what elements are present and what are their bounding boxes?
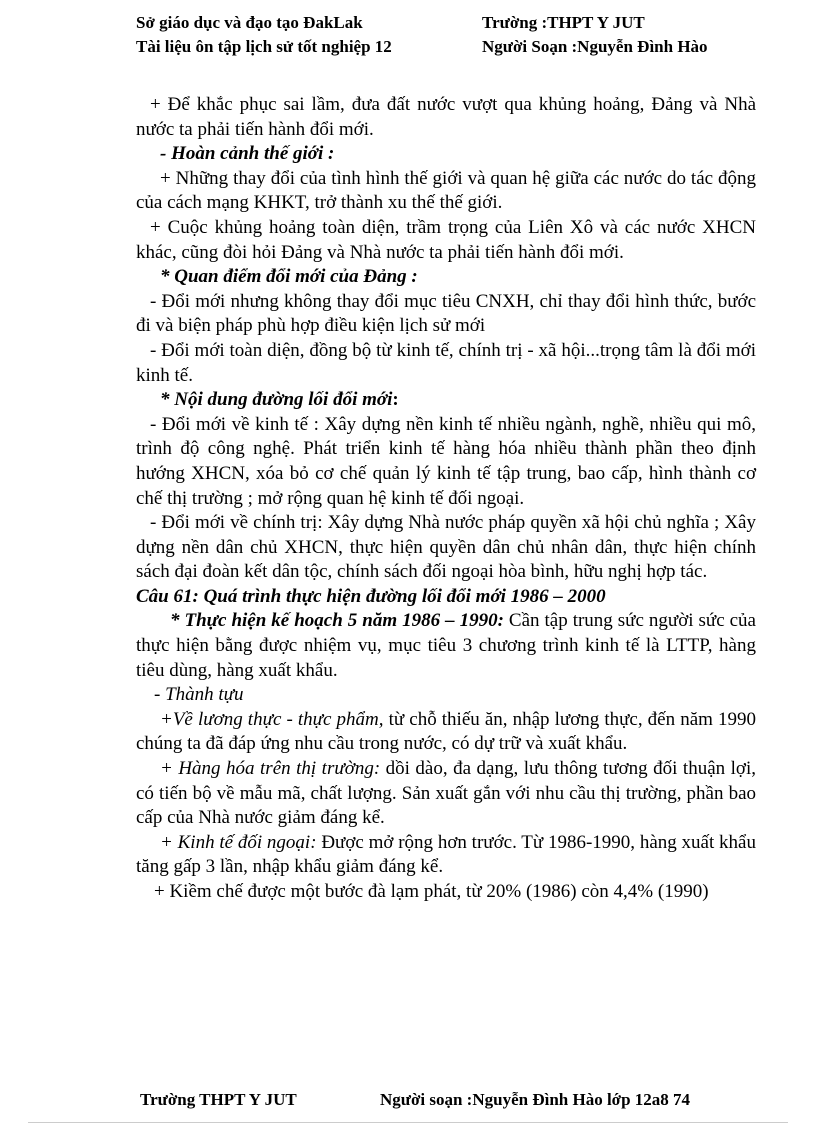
paragraph: + Những thay đổi của tình hình thế giới và quan hệ giữa các nước do tác động của cách mạng KHKT, trở thành xu thế thế giới. bbox=[136, 167, 756, 214]
paragraph: - Đổi mới nhưng không thay đổi mục tiêu CNXH, chỉ thay đổi hình thức, bước đi và biện pháp phù hợp điều kiện lịch sử mới bbox=[136, 290, 756, 337]
header-document-title: Tài liệu ôn tập lịch sử tốt nghiệp 12 bbox=[136, 37, 392, 56]
footer bbox=[140, 1090, 691, 1110]
question-heading: Câu 61: Quá trình thực hiện đường lối đổi mới 1986 – 2000 bbox=[136, 585, 606, 607]
paragraph: - Đổi mới toàn diện, đồng bộ từ kinh tế, chính trị - xã hội...trọng tâm là đổi mới kinh tế. bbox=[136, 339, 756, 386]
paragraph: - Đổi mới về chính trị: Xây dựng Nhà nước pháp quyền xã hội chủ nghĩa ; Xây dựng nền dân chủ XHCN, thực hiện quyền dân chủ nhân dân, thực hiện chính sách đại đoàn kết dân tộc, chính sách đối ngoại hòa bình, hữu nghị hợp tác. bbox=[136, 512, 756, 583]
header-line-2 bbox=[136, 37, 708, 57]
header-line-1 bbox=[136, 13, 645, 33]
section-heading-world: - Hoàn cảnh thế giới : bbox=[160, 143, 335, 165]
paragraph: + Cuộc khủng hoảng toàn diện, trầm trọng của Liên Xô và các nước XHCN khác, cũng đòi hỏi Đảng và Nhà nước ta phải tiến hành đổi mới. bbox=[136, 216, 756, 263]
section-heading-viewpoint: * Quan điểm đổi mới của Đảng : bbox=[160, 266, 418, 288]
paragraph-foreign: + Kinh tế đối ngoại: Được mở rộng hơn trước. Từ 1986-1990, hàng xuất khẩu tăng gấp 3 lần, nhập khẩu giảm đáng kể. bbox=[136, 831, 756, 878]
achievements-heading: - Thành tựu bbox=[154, 684, 244, 706]
section-heading-content: * Nội dung đường lối đổi mới: bbox=[160, 389, 399, 411]
header-department: Sở giáo dục và đạo tạo ĐakLak bbox=[136, 13, 363, 32]
footer-author-page: Người soạn :Nguyễn Đình Hào lớp 12a8 74 bbox=[380, 1090, 691, 1109]
header-author: Người Soạn :Nguyễn Đình Hào bbox=[482, 37, 708, 56]
paragraph-food: +Về lương thực - thực phẩm, từ chỗ thiếu ăn, nhập lương thực, đến năm 1990 chúng ta đã đáp ứng nhu cầu trong nước, có dự trữ và xuất khẩu. bbox=[136, 708, 756, 755]
paragraph: + Để khắc phục sai lầm, đưa đất nước vượt qua khủng hoảng, Đảng và Nhà nước ta phải tiến hành đổi mới. bbox=[136, 94, 756, 140]
paragraph-goods: + Hàng hóa trên thị trường: dồi dào, đa dạng, lưu thông tương đối thuận lợi, có tiến bộ về mẫu mã, chất lượng. Sản xuất gắn với nhu cầu thị trường, phần bao cấp của Nhà nước giảm đáng kể. bbox=[136, 758, 756, 829]
paragraph-plan: * Thực hiện kế hoạch 5 năm 1986 – 1990: Cần tập trung sức người sức của thực hiện bằng được nhiệm vụ, mục tiêu 3 chương trình kinh tế là LTTP, hàng tiêu dùng, hàng xuất khẩu. bbox=[136, 610, 756, 681]
paragraph: - Đổi mới về kinh tế : Xây dựng nền kinh tế nhiều ngành, nghề, nhiều qui mô, trình độ công nghệ. Phát triển kinh tế hàng hóa nhiều thành phần theo định hướng XHCN, xóa bỏ cơ chế quản lý kinh tế tập trung, bao cấp, hình thành cơ chế thị trường ; mở rộng quan hệ kinh tế đối ngoại. bbox=[136, 413, 756, 509]
document-body bbox=[136, 93, 756, 905]
header-school: Trường :THPT Y JUT bbox=[482, 13, 645, 32]
footer-school: Trường THPT Y JUT bbox=[140, 1090, 297, 1109]
paragraph: + Kiềm chế được một bước đà lạm phát, từ 20% (1986) còn 4,4% (1990) bbox=[154, 881, 709, 902]
